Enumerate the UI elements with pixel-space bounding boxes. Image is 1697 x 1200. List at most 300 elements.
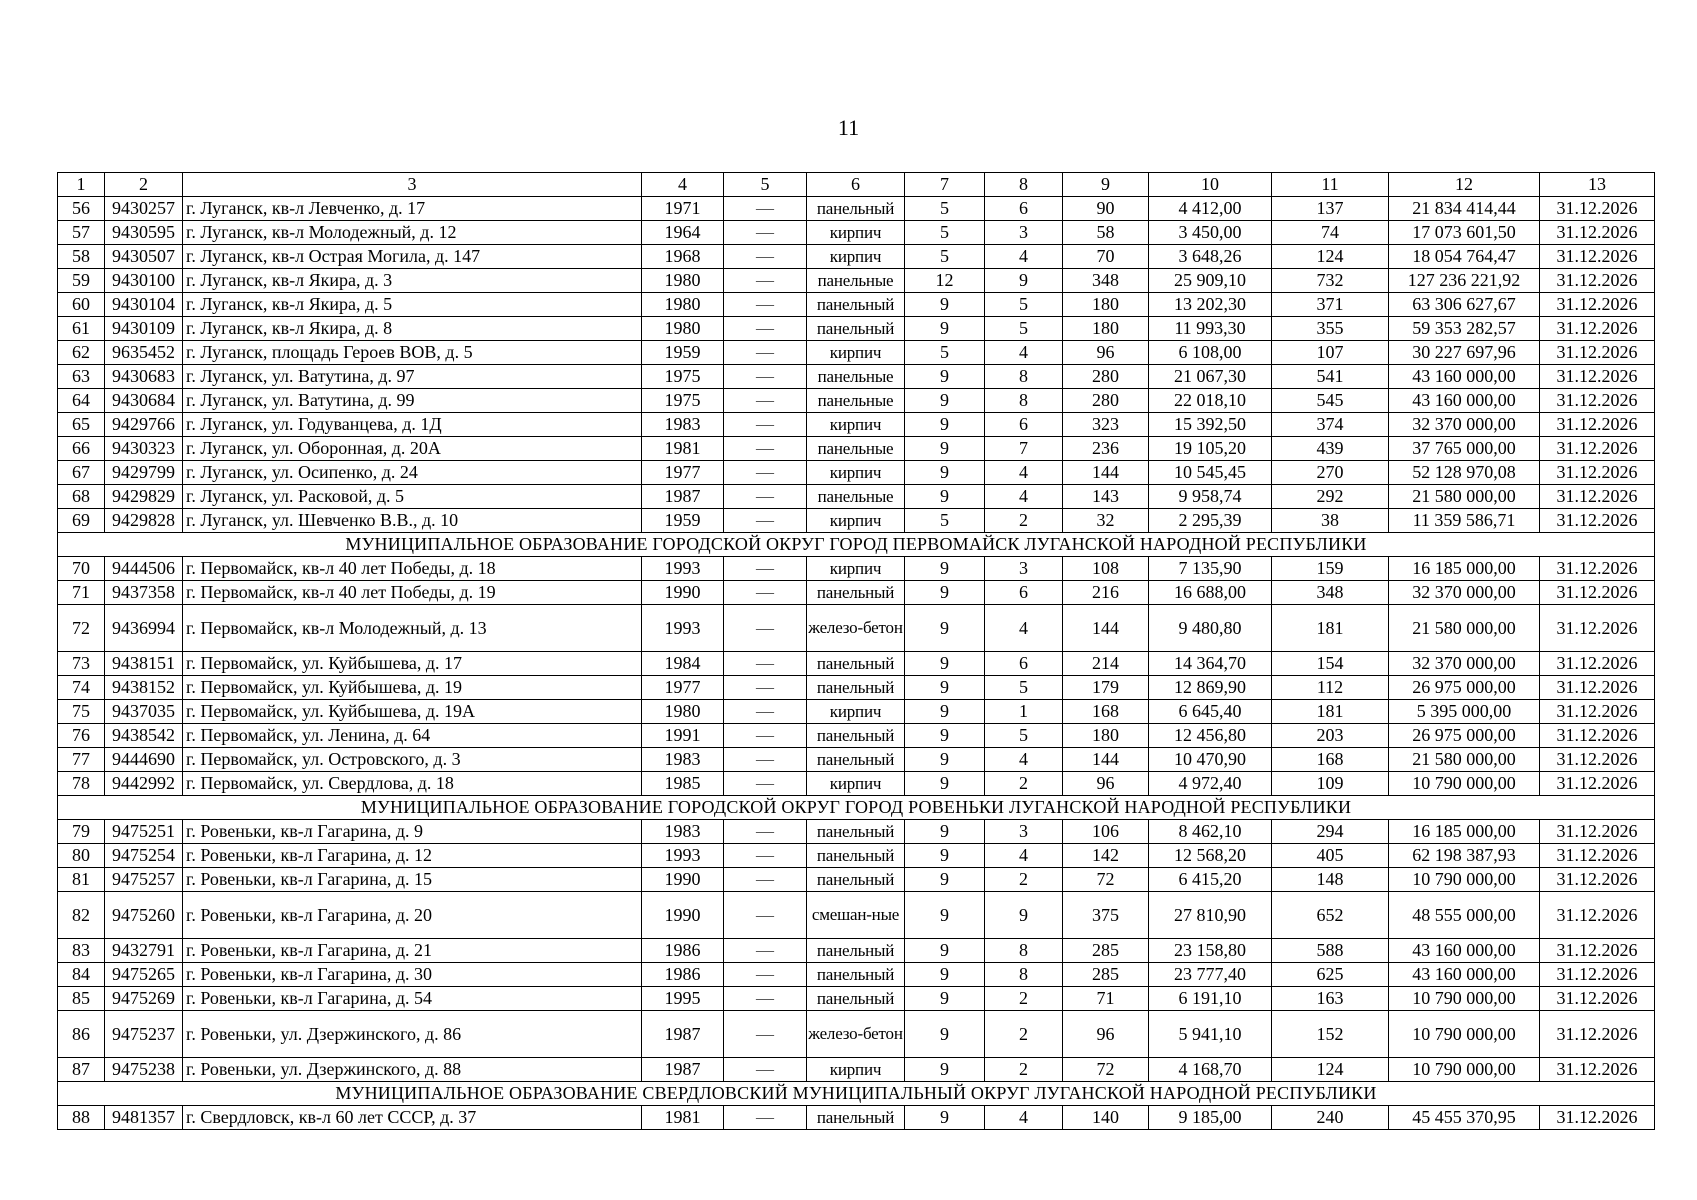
cost-cell: 16 185 000,00 <box>1389 557 1540 581</box>
year-built-cell: 1990 <box>642 892 724 939</box>
wall-material-cell: панельные <box>807 365 905 389</box>
deadline-cell: 31.12.2026 <box>1540 939 1655 963</box>
apartments-cell: 143 <box>1063 485 1149 509</box>
address-cell: г. Луганск, ул. Оборонная, д. 20А <box>183 437 642 461</box>
floors-cell: 9 <box>905 963 985 987</box>
section-title: МУНИЦИПАЛЬНОЕ ОБРАЗОВАНИЕ СВЕРДЛОВСКИЙ МУНИЦИПАЛЬНЫЙ ОКРУГ ЛУГАНСКОЙ НАРОДНОЙ РЕСПУБЛИКИ <box>58 1082 1655 1106</box>
floors-cell: 5 <box>905 197 985 221</box>
building-id-cell: 9438151 <box>105 652 183 676</box>
cost-cell: 18 054 764,47 <box>1389 245 1540 269</box>
column-5-cell: — <box>724 245 807 269</box>
address-cell: г. Ровеньки, кв-л Гагарина, д. 21 <box>183 939 642 963</box>
entrances-cell: 2 <box>985 1011 1063 1058</box>
table-row <box>58 509 1655 533</box>
deadline-cell: 31.12.2026 <box>1540 269 1655 293</box>
entrances-cell: 6 <box>985 197 1063 221</box>
residents-cell: 355 <box>1272 317 1389 341</box>
floors-cell: 9 <box>905 413 985 437</box>
cost-cell: 59 353 282,57 <box>1389 317 1540 341</box>
residents-cell: 732 <box>1272 269 1389 293</box>
building-id-cell: 9429829 <box>105 485 183 509</box>
residents-cell: 541 <box>1272 365 1389 389</box>
building-id-cell: 9429828 <box>105 509 183 533</box>
year-built-cell: 1991 <box>642 724 724 748</box>
apartments-cell: 285 <box>1063 963 1149 987</box>
entrances-cell: 3 <box>985 221 1063 245</box>
building-id-cell: 9635452 <box>105 341 183 365</box>
building-id-cell: 9436994 <box>105 605 183 652</box>
residents-cell: 154 <box>1272 652 1389 676</box>
area-cell: 8 462,10 <box>1149 820 1272 844</box>
area-cell: 19 105,20 <box>1149 437 1272 461</box>
year-built-cell: 1977 <box>642 676 724 700</box>
cost-cell: 32 370 000,00 <box>1389 413 1540 437</box>
address-cell: г. Луганск, ул. Ватутина, д. 99 <box>183 389 642 413</box>
deadline-cell: 31.12.2026 <box>1540 293 1655 317</box>
column-number-cell: 7 <box>905 173 985 197</box>
building-id-cell: 9430595 <box>105 221 183 245</box>
deadline-cell: 31.12.2026 <box>1540 676 1655 700</box>
entrances-cell: 6 <box>985 652 1063 676</box>
residents-cell: 74 <box>1272 221 1389 245</box>
wall-material-cell: панельный <box>807 197 905 221</box>
row-number-cell: 75 <box>58 700 105 724</box>
year-built-cell: 1986 <box>642 939 724 963</box>
column-5-cell: — <box>724 269 807 293</box>
table-row <box>58 868 1655 892</box>
column-number-cell: 5 <box>724 173 807 197</box>
row-number-cell: 63 <box>58 365 105 389</box>
entrances-cell: 4 <box>985 844 1063 868</box>
table-row <box>58 748 1655 772</box>
apartments-cell: 180 <box>1063 724 1149 748</box>
floors-cell: 9 <box>905 1011 985 1058</box>
address-cell: г. Ровеньки, кв-л Гагарина, д. 9 <box>183 820 642 844</box>
cost-cell: 5 395 000,00 <box>1389 700 1540 724</box>
building-id-cell: 9430109 <box>105 317 183 341</box>
table-row <box>58 413 1655 437</box>
area-cell: 6 191,10 <box>1149 987 1272 1011</box>
cost-cell: 10 790 000,00 <box>1389 1011 1540 1058</box>
building-id-cell: 9429766 <box>105 413 183 437</box>
entrances-cell: 5 <box>985 317 1063 341</box>
year-built-cell: 1980 <box>642 700 724 724</box>
cost-cell: 10 790 000,00 <box>1389 1058 1540 1082</box>
address-cell: г. Первомайск, кв-л Молодежный, д. 13 <box>183 605 642 652</box>
building-id-cell: 9429799 <box>105 461 183 485</box>
residents-cell: 159 <box>1272 557 1389 581</box>
address-cell: г. Ровеньки, кв-л Гагарина, д. 30 <box>183 963 642 987</box>
area-cell: 9 958,74 <box>1149 485 1272 509</box>
apartments-cell: 285 <box>1063 939 1149 963</box>
cost-cell: 43 160 000,00 <box>1389 963 1540 987</box>
entrances-cell: 5 <box>985 676 1063 700</box>
year-built-cell: 1983 <box>642 820 724 844</box>
area-cell: 13 202,30 <box>1149 293 1272 317</box>
building-id-cell: 9430684 <box>105 389 183 413</box>
row-number-cell: 76 <box>58 724 105 748</box>
apartments-cell: 71 <box>1063 987 1149 1011</box>
row-number-cell: 87 <box>58 1058 105 1082</box>
cost-cell: 48 555 000,00 <box>1389 892 1540 939</box>
building-id-cell: 9475251 <box>105 820 183 844</box>
address-cell: г. Луганск, кв-л Молодежный, д. 12 <box>183 221 642 245</box>
table-row <box>58 700 1655 724</box>
row-number-cell: 86 <box>58 1011 105 1058</box>
cost-cell: 10 790 000,00 <box>1389 868 1540 892</box>
area-cell: 12 568,20 <box>1149 844 1272 868</box>
column-number-cell: 3 <box>183 173 642 197</box>
row-number-cell: 64 <box>58 389 105 413</box>
area-cell: 11 993,30 <box>1149 317 1272 341</box>
table-body <box>58 173 1655 1130</box>
apartments-cell: 375 <box>1063 892 1149 939</box>
column-5-cell: — <box>724 341 807 365</box>
cost-cell: 11 359 586,71 <box>1389 509 1540 533</box>
residents-cell: 137 <box>1272 197 1389 221</box>
area-cell: 3 450,00 <box>1149 221 1272 245</box>
wall-material-cell: кирпич <box>807 221 905 245</box>
deadline-cell: 31.12.2026 <box>1540 772 1655 796</box>
wall-material-cell: панельный <box>807 844 905 868</box>
deadline-cell: 31.12.2026 <box>1540 245 1655 269</box>
wall-material-cell: железо-бетон <box>807 605 905 652</box>
building-id-cell: 9442992 <box>105 772 183 796</box>
column-5-cell: — <box>724 509 807 533</box>
building-id-cell: 9432791 <box>105 939 183 963</box>
residents-cell: 439 <box>1272 437 1389 461</box>
apartments-cell: 168 <box>1063 700 1149 724</box>
residents-cell: 181 <box>1272 700 1389 724</box>
floors-cell: 9 <box>905 557 985 581</box>
building-id-cell: 9430323 <box>105 437 183 461</box>
table-row <box>58 221 1655 245</box>
cost-cell: 17 073 601,50 <box>1389 221 1540 245</box>
floors-cell: 9 <box>905 365 985 389</box>
year-built-cell: 1987 <box>642 1011 724 1058</box>
cost-cell: 63 306 627,67 <box>1389 293 1540 317</box>
wall-material-cell: кирпич <box>807 557 905 581</box>
building-id-cell: 9444690 <box>105 748 183 772</box>
column-5-cell: — <box>724 605 807 652</box>
address-cell: г. Ровеньки, ул. Дзержинского, д. 88 <box>183 1058 642 1082</box>
area-cell: 14 364,70 <box>1149 652 1272 676</box>
year-built-cell: 1995 <box>642 987 724 1011</box>
table-row <box>58 772 1655 796</box>
deadline-cell: 31.12.2026 <box>1540 485 1655 509</box>
row-number-cell: 83 <box>58 939 105 963</box>
column-number-row <box>58 173 1655 197</box>
deadline-cell: 31.12.2026 <box>1540 820 1655 844</box>
wall-material-cell: смешан-ные <box>807 892 905 939</box>
entrances-cell: 4 <box>985 485 1063 509</box>
residents-cell: 292 <box>1272 485 1389 509</box>
deadline-cell: 31.12.2026 <box>1540 1106 1655 1130</box>
deadline-cell: 31.12.2026 <box>1540 317 1655 341</box>
wall-material-cell: панельный <box>807 963 905 987</box>
cost-cell: 16 185 000,00 <box>1389 820 1540 844</box>
apartments-cell: 144 <box>1063 461 1149 485</box>
area-cell: 23 158,80 <box>1149 939 1272 963</box>
entrances-cell: 9 <box>985 892 1063 939</box>
year-built-cell: 1985 <box>642 772 724 796</box>
entrances-cell: 5 <box>985 724 1063 748</box>
residents-cell: 240 <box>1272 1106 1389 1130</box>
deadline-cell: 31.12.2026 <box>1540 461 1655 485</box>
cost-cell: 43 160 000,00 <box>1389 389 1540 413</box>
column-5-cell: — <box>724 820 807 844</box>
column-5-cell: — <box>724 317 807 341</box>
column-5-cell: — <box>724 557 807 581</box>
address-cell: г. Ровеньки, ул. Дзержинского, д. 86 <box>183 1011 642 1058</box>
year-built-cell: 1987 <box>642 485 724 509</box>
deadline-cell: 31.12.2026 <box>1540 341 1655 365</box>
deadline-cell: 31.12.2026 <box>1540 987 1655 1011</box>
entrances-cell: 1 <box>985 700 1063 724</box>
row-number-cell: 81 <box>58 868 105 892</box>
column-5-cell: — <box>724 676 807 700</box>
floors-cell: 5 <box>905 341 985 365</box>
table-row <box>58 365 1655 389</box>
table-row <box>58 293 1655 317</box>
year-built-cell: 1980 <box>642 293 724 317</box>
column-5-cell: — <box>724 652 807 676</box>
floors-cell: 9 <box>905 437 985 461</box>
column-5-cell: — <box>724 461 807 485</box>
cost-cell: 32 370 000,00 <box>1389 652 1540 676</box>
column-5-cell: — <box>724 844 807 868</box>
year-built-cell: 1980 <box>642 269 724 293</box>
deadline-cell: 31.12.2026 <box>1540 389 1655 413</box>
apartments-cell: 142 <box>1063 844 1149 868</box>
area-cell: 12 869,90 <box>1149 676 1272 700</box>
address-cell: г. Ровеньки, кв-л Гагарина, д. 12 <box>183 844 642 868</box>
year-built-cell: 1959 <box>642 341 724 365</box>
year-built-cell: 1993 <box>642 605 724 652</box>
column-number-cell: 9 <box>1063 173 1149 197</box>
building-id-cell: 9444506 <box>105 557 183 581</box>
wall-material-cell: кирпич <box>807 245 905 269</box>
apartments-cell: 106 <box>1063 820 1149 844</box>
wall-material-cell: панельные <box>807 269 905 293</box>
row-number-cell: 73 <box>58 652 105 676</box>
address-cell: г. Луганск, кв-л Якира, д. 8 <box>183 317 642 341</box>
floors-cell: 9 <box>905 1106 985 1130</box>
address-cell: г. Луганск, кв-л Левченко, д. 17 <box>183 197 642 221</box>
wall-material-cell: панельный <box>807 293 905 317</box>
column-number-cell: 6 <box>807 173 905 197</box>
area-cell: 6 415,20 <box>1149 868 1272 892</box>
entrances-cell: 9 <box>985 269 1063 293</box>
row-number-cell: 66 <box>58 437 105 461</box>
deadline-cell: 31.12.2026 <box>1540 724 1655 748</box>
column-number-cell: 1 <box>58 173 105 197</box>
column-5-cell: — <box>724 413 807 437</box>
year-built-cell: 1983 <box>642 748 724 772</box>
apartments-cell: 348 <box>1063 269 1149 293</box>
cost-cell: 21 834 414,44 <box>1389 197 1540 221</box>
residents-cell: 625 <box>1272 963 1389 987</box>
table-row <box>58 557 1655 581</box>
apartments-cell: 90 <box>1063 197 1149 221</box>
floors-cell: 5 <box>905 245 985 269</box>
table-row <box>58 844 1655 868</box>
entrances-cell: 2 <box>985 772 1063 796</box>
apartments-cell: 216 <box>1063 581 1149 605</box>
area-cell: 12 456,80 <box>1149 724 1272 748</box>
apartments-cell: 72 <box>1063 868 1149 892</box>
cost-cell: 45 455 370,95 <box>1389 1106 1540 1130</box>
residents-cell: 270 <box>1272 461 1389 485</box>
wall-material-cell: панельный <box>807 987 905 1011</box>
floors-cell: 9 <box>905 389 985 413</box>
entrances-cell: 3 <box>985 557 1063 581</box>
floors-cell: 9 <box>905 293 985 317</box>
floors-cell: 9 <box>905 317 985 341</box>
building-id-cell: 9475238 <box>105 1058 183 1082</box>
table-row <box>58 197 1655 221</box>
deadline-cell: 31.12.2026 <box>1540 652 1655 676</box>
apartments-cell: 58 <box>1063 221 1149 245</box>
entrances-cell: 4 <box>985 341 1063 365</box>
apartments-cell: 96 <box>1063 341 1149 365</box>
column-number-cell: 11 <box>1272 173 1389 197</box>
year-built-cell: 1977 <box>642 461 724 485</box>
apartments-cell: 32 <box>1063 509 1149 533</box>
cost-cell: 32 370 000,00 <box>1389 581 1540 605</box>
year-built-cell: 1964 <box>642 221 724 245</box>
floors-cell: 9 <box>905 724 985 748</box>
wall-material-cell: кирпич <box>807 1058 905 1082</box>
area-cell: 4 168,70 <box>1149 1058 1272 1082</box>
apartments-cell: 72 <box>1063 1058 1149 1082</box>
wall-material-cell: кирпич <box>807 413 905 437</box>
table-row <box>58 892 1655 939</box>
building-id-cell: 9430507 <box>105 245 183 269</box>
building-id-cell: 9481357 <box>105 1106 183 1130</box>
table-row <box>58 652 1655 676</box>
floors-cell: 9 <box>905 748 985 772</box>
area-cell: 25 909,10 <box>1149 269 1272 293</box>
entrances-cell: 3 <box>985 820 1063 844</box>
cost-cell: 21 580 000,00 <box>1389 485 1540 509</box>
cost-cell: 30 227 697,96 <box>1389 341 1540 365</box>
area-cell: 4 412,00 <box>1149 197 1272 221</box>
wall-material-cell: кирпич <box>807 341 905 365</box>
building-id-cell: 9437358 <box>105 581 183 605</box>
table-row <box>58 341 1655 365</box>
cost-cell: 26 975 000,00 <box>1389 724 1540 748</box>
residents-cell: 124 <box>1272 245 1389 269</box>
residents-cell: 294 <box>1272 820 1389 844</box>
address-cell: г. Луганск, ул. Ватутина, д. 97 <box>183 365 642 389</box>
table-row <box>58 1106 1655 1130</box>
cost-cell: 26 975 000,00 <box>1389 676 1540 700</box>
wall-material-cell: кирпич <box>807 461 905 485</box>
entrances-cell: 8 <box>985 365 1063 389</box>
row-number-cell: 67 <box>58 461 105 485</box>
floors-cell: 9 <box>905 1058 985 1082</box>
year-built-cell: 1993 <box>642 844 724 868</box>
entrances-cell: 6 <box>985 413 1063 437</box>
column-number-cell: 12 <box>1389 173 1540 197</box>
year-built-cell: 1990 <box>642 581 724 605</box>
address-cell: г. Ровеньки, кв-л Гагарина, д. 20 <box>183 892 642 939</box>
area-cell: 6 108,00 <box>1149 341 1272 365</box>
deadline-cell: 31.12.2026 <box>1540 581 1655 605</box>
column-number-cell: 8 <box>985 173 1063 197</box>
table-row <box>58 1058 1655 1082</box>
residents-cell: 405 <box>1272 844 1389 868</box>
year-built-cell: 1990 <box>642 868 724 892</box>
entrances-cell: 6 <box>985 581 1063 605</box>
table-row <box>58 245 1655 269</box>
entrances-cell: 5 <box>985 293 1063 317</box>
section-header-row <box>58 796 1655 820</box>
deadline-cell: 31.12.2026 <box>1540 509 1655 533</box>
column-number-cell: 13 <box>1540 173 1655 197</box>
entrances-cell: 4 <box>985 1106 1063 1130</box>
address-cell: г. Ровеньки, кв-л Гагарина, д. 54 <box>183 987 642 1011</box>
address-cell: г. Луганск, ул. Годуванцева, д. 1Д <box>183 413 642 437</box>
floors-cell: 9 <box>905 581 985 605</box>
row-number-cell: 61 <box>58 317 105 341</box>
cost-cell: 43 160 000,00 <box>1389 939 1540 963</box>
year-built-cell: 1981 <box>642 437 724 461</box>
area-cell: 5 941,10 <box>1149 1011 1272 1058</box>
cost-cell: 37 765 000,00 <box>1389 437 1540 461</box>
table-row <box>58 1011 1655 1058</box>
wall-material-cell: панельные <box>807 485 905 509</box>
row-number-cell: 56 <box>58 197 105 221</box>
address-cell: г. Первомайск, кв-л 40 лет Победы, д. 19 <box>183 581 642 605</box>
building-id-cell: 9430104 <box>105 293 183 317</box>
floors-cell: 9 <box>905 892 985 939</box>
column-5-cell: — <box>724 197 807 221</box>
year-built-cell: 1971 <box>642 197 724 221</box>
row-number-cell: 69 <box>58 509 105 533</box>
floors-cell: 9 <box>905 772 985 796</box>
entrances-cell: 8 <box>985 939 1063 963</box>
deadline-cell: 31.12.2026 <box>1540 700 1655 724</box>
column-number-cell: 4 <box>642 173 724 197</box>
building-id-cell: 9437035 <box>105 700 183 724</box>
apartments-cell: 140 <box>1063 1106 1149 1130</box>
year-built-cell: 1959 <box>642 509 724 533</box>
floors-cell: 9 <box>905 987 985 1011</box>
year-built-cell: 1993 <box>642 557 724 581</box>
residents-cell: 38 <box>1272 509 1389 533</box>
row-number-cell: 72 <box>58 605 105 652</box>
column-5-cell: — <box>724 963 807 987</box>
column-number-cell: 2 <box>105 173 183 197</box>
cost-cell: 10 790 000,00 <box>1389 772 1540 796</box>
row-number-cell: 78 <box>58 772 105 796</box>
section-title: МУНИЦИПАЛЬНОЕ ОБРАЗОВАНИЕ ГОРОДСКОЙ ОКРУГ ГОРОД ПЕРВОМАЙСК ЛУГАНСКОЙ НАРОДНОЙ РЕСПУБЛИКИ <box>58 533 1655 557</box>
year-built-cell: 1975 <box>642 365 724 389</box>
wall-material-cell: панельный <box>807 676 905 700</box>
year-built-cell: 1981 <box>642 1106 724 1130</box>
area-cell: 3 648,26 <box>1149 245 1272 269</box>
residents-cell: 163 <box>1272 987 1389 1011</box>
row-number-cell: 77 <box>58 748 105 772</box>
deadline-cell: 31.12.2026 <box>1540 365 1655 389</box>
apartments-cell: 179 <box>1063 676 1149 700</box>
table-row <box>58 461 1655 485</box>
deadline-cell: 31.12.2026 <box>1540 892 1655 939</box>
table-row <box>58 724 1655 748</box>
column-5-cell: — <box>724 581 807 605</box>
